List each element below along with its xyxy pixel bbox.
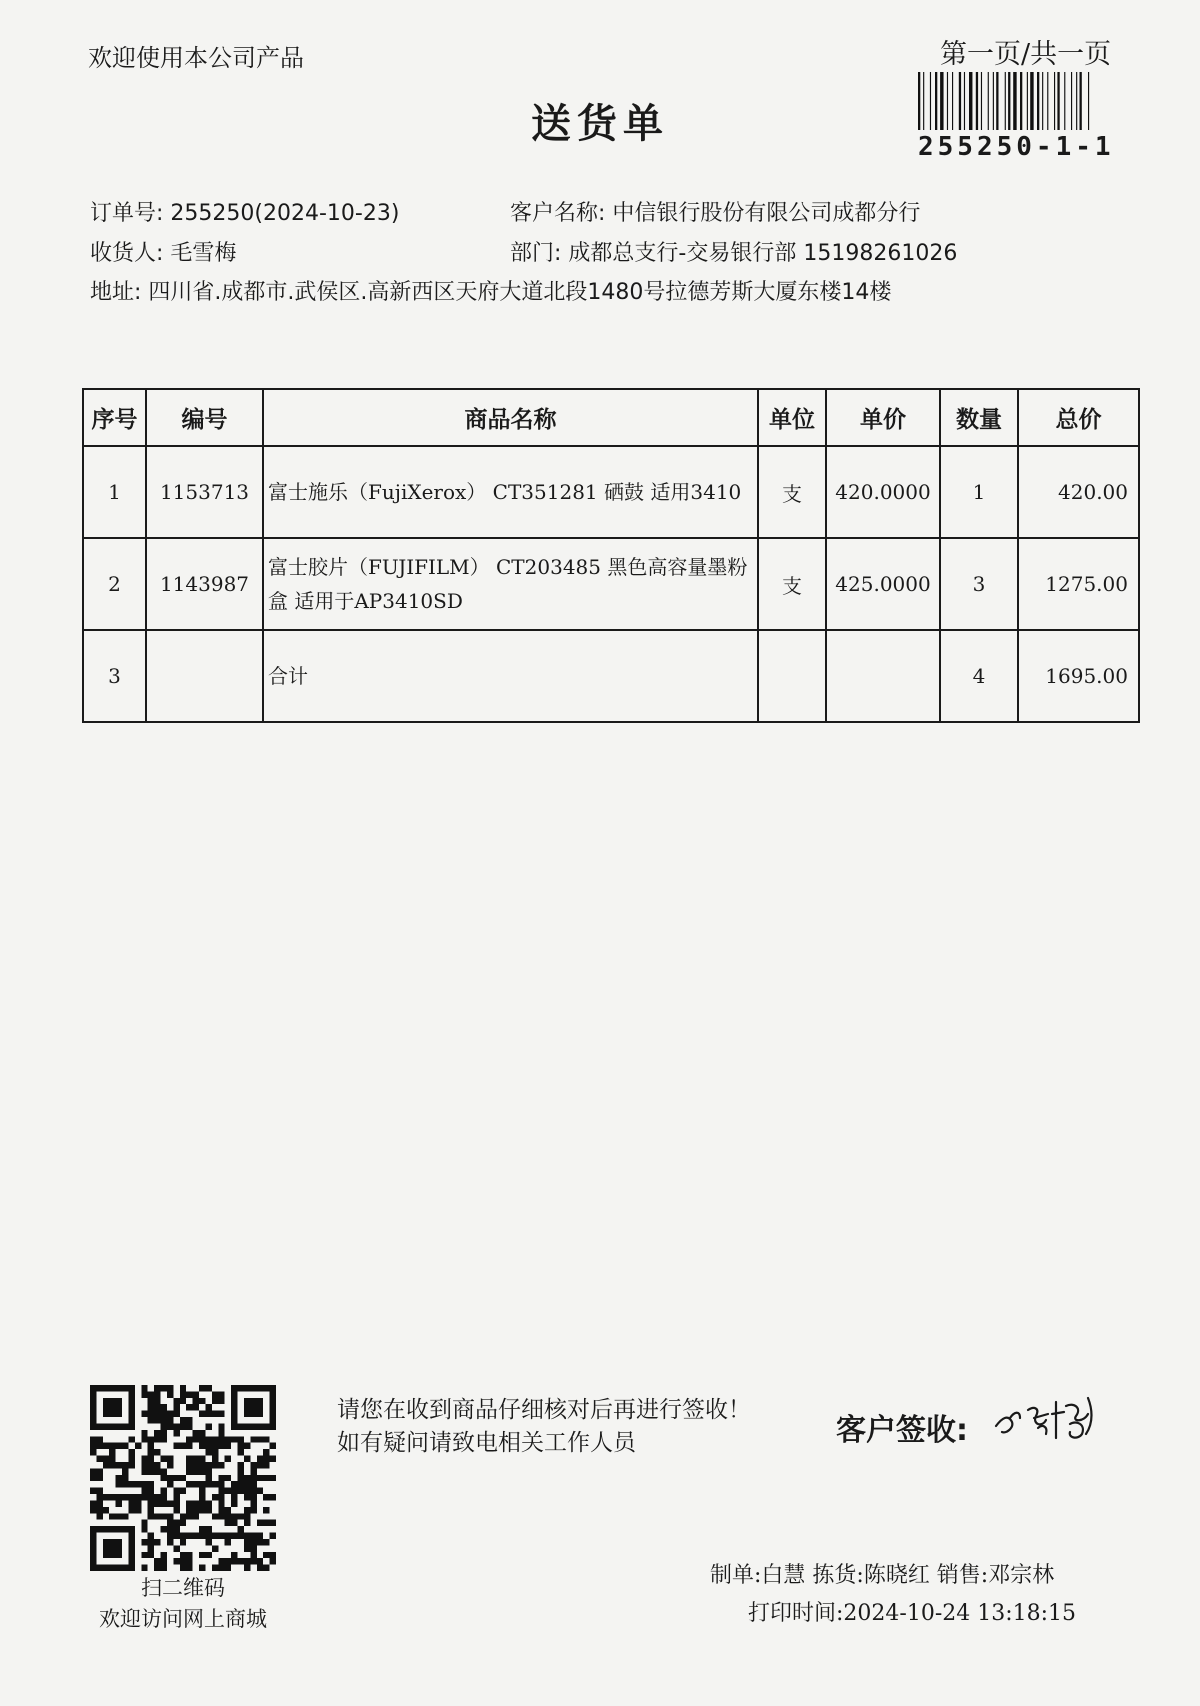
page-indicator: 第一页/共一页 bbox=[940, 39, 1112, 70]
cell-quantity: 1 bbox=[940, 446, 1018, 538]
cell-unit-price: 425.0000 bbox=[826, 538, 940, 630]
cell-code bbox=[146, 630, 263, 722]
cell-seq: 2 bbox=[83, 538, 146, 630]
table-row bbox=[83, 446, 1139, 538]
cell-unit: 支 bbox=[758, 538, 826, 630]
customer-name bbox=[510, 196, 920, 227]
cell-code: 1153713 bbox=[146, 446, 263, 538]
cell-unit: 支 bbox=[758, 446, 826, 538]
dept-label: 部门: bbox=[510, 241, 562, 266]
cell-unit-price: 420.0000 bbox=[826, 446, 940, 538]
column-header-total: 总价 bbox=[1018, 389, 1139, 446]
cell-total: 1695.00 bbox=[1018, 630, 1139, 722]
cell-product-name: 富士施乐（FujiXerox） CT351281 硒鼓 适用3410 bbox=[263, 446, 758, 538]
table-row-total bbox=[83, 630, 1139, 722]
cell-code: 1143987 bbox=[146, 538, 263, 630]
column-header-quantity: 数量 bbox=[940, 389, 1018, 446]
column-header-unit: 单位 bbox=[758, 389, 826, 446]
staff-line: 制单:白慧 拣货:陈晓红 销售:邓宗林 bbox=[710, 1563, 1055, 1588]
cell-product-name: 合计 bbox=[263, 630, 758, 722]
cell-quantity: 4 bbox=[940, 630, 1018, 722]
receiver-label: 收货人: bbox=[90, 241, 164, 266]
table-header-row bbox=[83, 389, 1139, 446]
address bbox=[90, 275, 891, 306]
column-header-unit-price: 单价 bbox=[826, 389, 940, 446]
cell-unit bbox=[758, 630, 826, 722]
cell-seq: 1 bbox=[83, 446, 146, 538]
address-value: 四川省.成都市.武侯区.高新西区天府大道北段1480号拉德芳斯大厦东楼14楼 bbox=[148, 280, 892, 305]
customer-value: 中信银行股份有限公司成都分行 bbox=[612, 201, 921, 226]
cell-quantity: 3 bbox=[940, 538, 1018, 630]
department bbox=[510, 236, 957, 267]
inspection-notice: 请您在收到商品仔细核对后再进行签收！如有疑问请致电相关工作人员 bbox=[337, 1397, 751, 1456]
column-header-product-name: 商品名称 bbox=[263, 389, 758, 446]
cell-unit-price bbox=[826, 630, 940, 722]
welcome-text: 欢迎使用本公司产品 bbox=[88, 44, 304, 72]
order-label: 订单号: bbox=[90, 201, 164, 226]
qr-code-image bbox=[90, 1385, 276, 1571]
order-number bbox=[90, 196, 399, 227]
handwritten-signature bbox=[990, 1388, 1100, 1448]
receiver bbox=[90, 236, 236, 267]
cell-total: 1275.00 bbox=[1018, 538, 1139, 630]
items-table bbox=[82, 388, 1140, 723]
receiver-value: 毛雪梅 bbox=[170, 241, 237, 266]
table-row bbox=[83, 538, 1139, 630]
order-value: 255250(2024-10-23) bbox=[170, 201, 400, 226]
address-label: 地址: bbox=[90, 280, 142, 305]
cell-seq: 3 bbox=[83, 630, 146, 722]
customer-label: 客户名称: bbox=[510, 201, 606, 226]
customer-signature-label: 客户签收: bbox=[836, 1413, 968, 1448]
document-title: 送货单 bbox=[531, 100, 669, 147]
dept-value: 成都总支行-交易银行部 15198261026 bbox=[568, 241, 958, 266]
cell-product-name: 富士胶片（FUJIFILM） CT203485 黑色高容量墨粉盒 适用于AP3410SD bbox=[263, 538, 758, 630]
cell-total: 420.00 bbox=[1018, 446, 1139, 538]
qr-caption-mall: 欢迎访问网上商城 bbox=[99, 1607, 267, 1631]
barcode-number: 255250-1-1 bbox=[918, 132, 1115, 162]
column-header-seq: 序号 bbox=[83, 389, 146, 446]
qr-caption-scan: 扫二维码 bbox=[141, 1576, 225, 1600]
print-time: 打印时间:2024-10-24 13:18:15 bbox=[748, 1601, 1077, 1626]
column-header-code: 编号 bbox=[146, 389, 263, 446]
